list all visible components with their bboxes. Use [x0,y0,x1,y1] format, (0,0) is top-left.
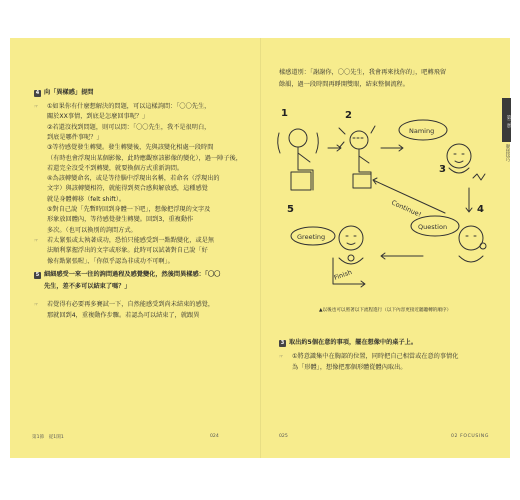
line-text: ④為該轉變命名，或是等待腦中浮現出名稱，若命名（浮現出的 [47,175,220,183]
continuation-line1: 樣感道別：「謝謝你，〇〇先生，我會再來找你的」，吧轉飛留 [279,69,447,76]
line-text: ⑤對自己說「先暫時回到身體一下吧」，想像把浮現的文字及 [47,206,211,213]
line-text: 若太緊張或太執著成功，恐怕只能感受到一點點變化，或是無 [47,236,215,244]
book-spread [10,38,510,458]
page-number-left: 024 [210,434,219,439]
text-line [34,143,213,153]
arrow-2-3 [381,145,403,151]
hint-tag: ☞ [34,238,39,244]
hint-tag: ☞ [279,355,284,360]
line-text: （有時也會浮現出某個影像，此時應觀察該影像的變化），過一陣子後， [47,154,242,162]
right-page [261,38,511,458]
section3-marker: 3 [280,340,285,346]
hint-tag: ☞ [34,303,39,308]
section5-marker: 5 [35,272,40,278]
text-line [34,300,214,311]
label-question: Question [418,223,448,231]
step-number-2: 2 [345,110,352,121]
figure-caption: ▲以後也可以照著以下流程進行（以下內容更接近聽聽轉的順序） [319,308,452,313]
step-number-3: 3 [439,164,446,175]
figure-2-thinking [339,126,375,188]
text-line [34,311,199,321]
arrow-3-4 [466,188,472,212]
step-number-5: 5 [287,204,294,215]
figure-1-sitting [278,129,319,190]
line-text: 像有點緊張喔」、「你似乎認為非成功不可啊」。 [47,257,174,265]
line-text: 就是身體轉移（felt shift）。 [47,195,126,203]
continuation-line2: 餘韻，過一段時間再睜開雙眼，結束整個流程。 [279,81,409,88]
label-finish: Finish [332,268,354,282]
text-line [34,184,208,194]
step-number-4: 4 [477,204,484,215]
text-line [34,123,210,133]
text-line [34,215,193,225]
section4-marker: 4 [35,90,40,96]
line-text: ②若還沒找到問題，則可以問：「〇〇先生，我不是很明白， [47,123,211,131]
text-line [34,154,242,164]
line-text: 若還完全沒受不到轉變，就要換個方式重新詢問。 [47,164,184,172]
section4-heading: 4 向「異樣感」提問 [35,89,94,96]
label-greeting: Greeting [297,233,326,241]
section3-heading: 3 取出約5個在意的事項，擺在想像中的桌子上。 [280,339,418,346]
text-line [34,226,137,236]
text-line [34,164,183,174]
line-text: 關於XX事情，到底是怎麼回事呢？」 [47,113,149,121]
footer-right: 02 FOCUSING [451,434,490,439]
arrow-1-2 [328,145,341,151]
line-text: 到底是哪件事呢？」 [47,133,103,141]
section5-heading-line2: 先生，差不多可以結束了嗎？」 [44,283,131,290]
focusing-flow-illustration [273,108,495,298]
line-text: 若覺得有必要再多賽試一下，自然能感受到尚未結束的感覺， [47,301,215,308]
line-text: 文字）與該轉變相符，就能得到契合感與解放感，這種感覺 [47,185,208,193]
left-page [10,38,260,458]
text-line [34,205,210,215]
line-text: 為「形體」，想像把那個形體從體內取出。 [292,364,407,371]
line-text: ①將意識集中在胸部的位置，同時把自己相當或在意的事情化 [292,353,459,360]
footer-left: 第1節 從1開1 [32,435,64,440]
line-text: 多次。（也可以換別的詢問方式。 [47,226,137,234]
hint-tag: ☞ [34,105,39,110]
line-text: ③等待感覺發生轉變。發生轉變後，先與該變化相處一段時間 [47,144,214,152]
line-text: 那就回到4，重複動作步驟。若認為可以結束了，就跟異 [47,312,200,319]
text-line [279,363,406,373]
text-line [34,257,174,267]
line-text: 形象放回體內，等待感覺發生轉變。回到3，重複動作 [47,216,194,224]
figure-5-greeting [291,226,363,264]
chapter-side-tab-subtitle: 聚焦技巧 [505,144,510,162]
line-text: ①如果你有什麼想解決的問題，可以這樣詢問：「〇〇先生， [47,103,211,110]
label-continue: Continue! [390,198,423,219]
arrow-4-5 [381,253,423,259]
text-line [279,352,458,363]
line-text: 法順利掌握浮出的文字或形象。此時可以試著對自己說「好 [47,247,208,255]
text-line [34,195,125,205]
text-line [34,246,208,256]
section5-heading-line1: 5 細細感受一來一往的詢問過程及感覺變化，然後問異樣感：「〇〇 [35,271,221,278]
label-naming: Naming [409,127,435,135]
text-line [34,174,220,184]
text-line [34,133,103,143]
step-number-1: 1 [281,108,288,119]
text-line [34,112,148,122]
page-number-right: 025 [279,434,288,439]
chapter-side-tab: 第二章 [502,98,511,142]
